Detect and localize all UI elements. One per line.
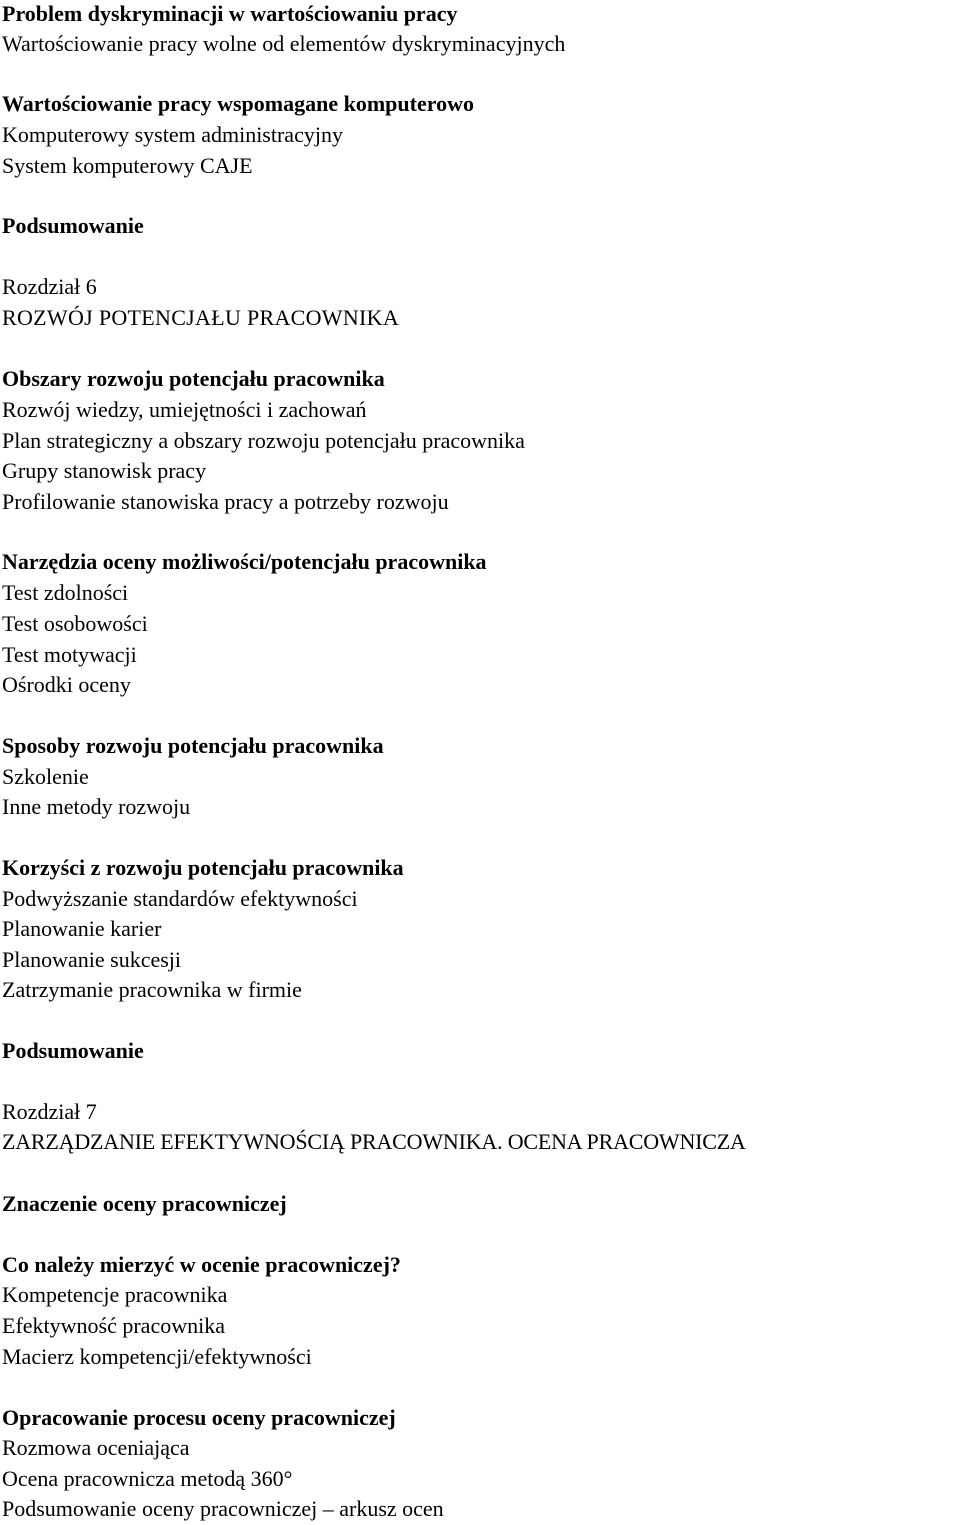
list-item: Test motywacji	[2, 642, 137, 667]
list-item: Macierz kompetencji/efektywności	[2, 1344, 312, 1369]
list-item: Podsumowanie oceny pracowniczej – arkusz ocen	[2, 1496, 444, 1521]
list-item: Test osobowości	[2, 611, 148, 636]
list-item: Ośrodki oceny	[2, 672, 131, 697]
list-item: Szkolenie	[2, 764, 89, 789]
section-heading: Korzyści z rozwoju potencjału pracownika	[2, 855, 404, 880]
list-item: Plan strategiczny a obszary rozwoju potencjału pracownika	[2, 428, 525, 453]
list-item: Kompetencje pracownika	[2, 1282, 228, 1307]
list-item: Inne metody rozwoju	[2, 794, 191, 819]
list-item: Planowanie karier	[2, 916, 162, 941]
section-heading: Opracowanie procesu oceny pracowniczej	[2, 1405, 396, 1430]
section-heading: Podsumowanie	[2, 1038, 144, 1063]
list-item: Test zdolności	[2, 580, 129, 605]
list-item: Profilowanie stanowiska pracy a potrzeby rozwoju	[2, 489, 449, 514]
chapter-number: Rozdział 7	[2, 1099, 97, 1124]
section-heading: Narzędzia oceny możliwości/potencjału pracownika	[2, 549, 487, 574]
section-heading: Sposoby rozwoju potencjału pracownika	[2, 733, 384, 758]
list-item: System komputerowy CAJE	[2, 153, 253, 178]
list-item: Grupy stanowisk pracy	[2, 458, 207, 483]
list-item: Rozmowa oceniająca	[2, 1435, 190, 1460]
list-item: Planowanie sukcesji	[2, 947, 182, 972]
section-heading: Wartościowanie pracy wspomagane komputerowo	[2, 91, 474, 116]
list-item: Zatrzymanie pracownika w firmie	[2, 977, 302, 1002]
section-heading: Podsumowanie	[2, 213, 144, 238]
list-item: Ocena pracownicza metodą 360°	[2, 1466, 293, 1491]
chapter-number: Rozdział 6	[2, 274, 97, 299]
section-heading: Co należy mierzyć w ocenie pracowniczej?	[2, 1252, 401, 1277]
chapter-title: ROZWÓJ POTENCJAŁU PRACOWNIKA	[2, 305, 400, 330]
list-item: Podwyższanie standardów efektywności	[2, 886, 358, 911]
section-heading: Znaczenie oceny pracowniczej	[2, 1191, 287, 1216]
list-item: Komputerowy system administracyjny	[2, 122, 343, 147]
list-item: Wartościowanie pracy wolne od elementów dyskryminacyjnych	[2, 31, 566, 56]
list-item: Efektywność pracownika	[2, 1313, 225, 1338]
section-heading: Obszary rozwoju potencjału pracownika	[2, 366, 385, 391]
chapter-title: ZARZĄDZANIE EFEKTYWNOŚCIĄ PRACOWNIKA. OCENA PRACOWNICZA	[2, 1129, 746, 1154]
list-item: Rozwój wiedzy, umiejętności i zachowań	[2, 397, 367, 422]
section-heading: Problem dyskryminacji w wartościowaniu pracy	[2, 1, 458, 26]
